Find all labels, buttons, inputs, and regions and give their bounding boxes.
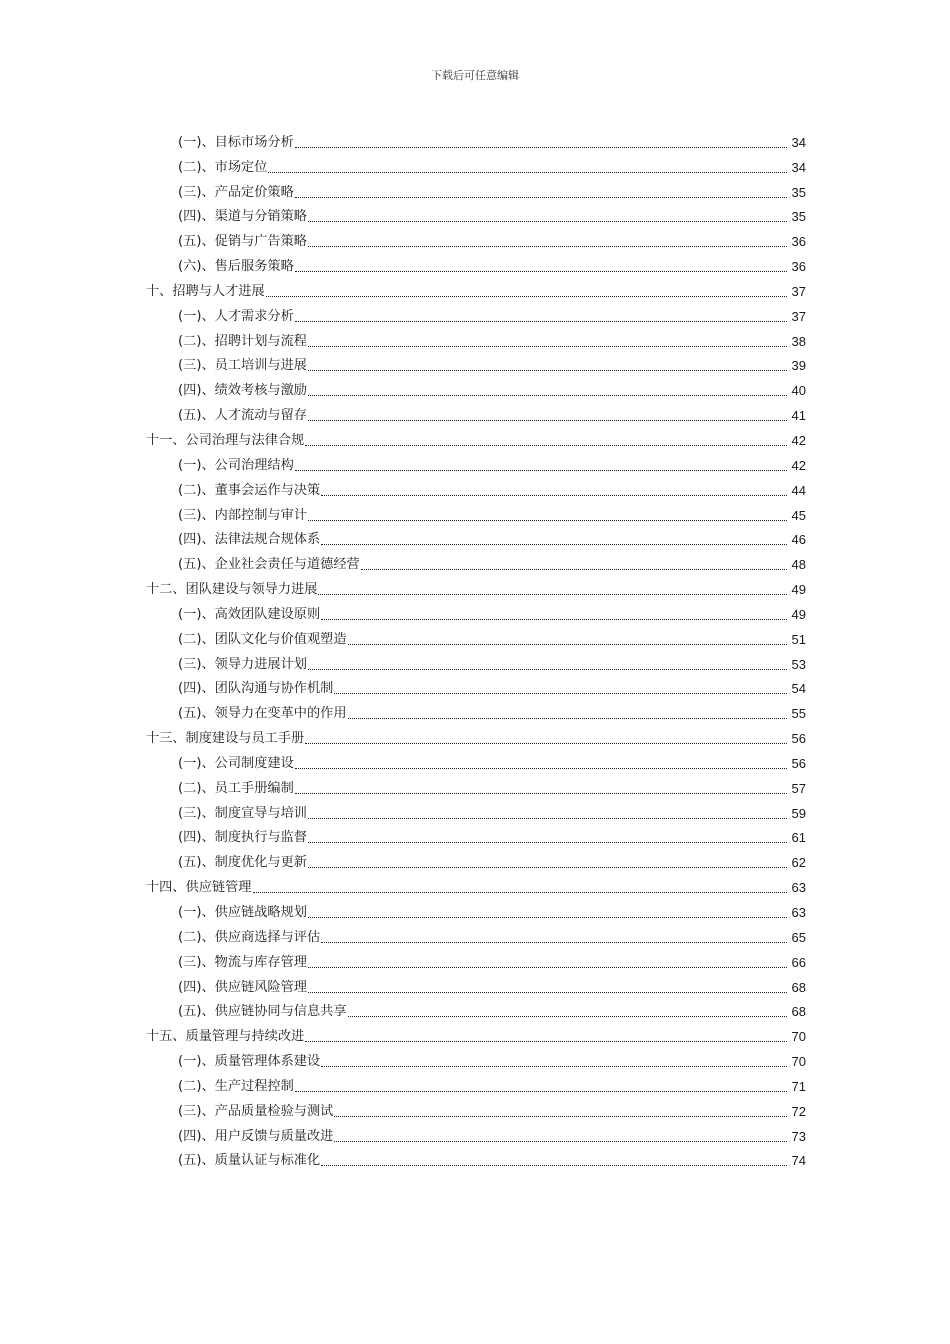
toc-dot-leader xyxy=(321,1165,787,1166)
toc-entry-title: (二)、生产过程控制 xyxy=(178,1078,294,1094)
toc-dot-leader xyxy=(348,644,787,645)
toc-entry-title: 十三、制度建设与员工手册 xyxy=(146,731,305,747)
toc-page-number: 72 xyxy=(791,1103,806,1119)
toc-entry-title: (六)、售后服务策略 xyxy=(178,259,294,275)
toc-page-number: 68 xyxy=(791,979,806,995)
toc-page-number: 68 xyxy=(791,1004,806,1020)
toc-section-entry[interactable] xyxy=(146,747,806,772)
toc-page-number: 34 xyxy=(791,159,806,175)
toc-entry-title: (四)、用户反馈与质量改进 xyxy=(178,1128,334,1144)
toc-page-number: 35 xyxy=(791,209,806,225)
toc-page-number: 37 xyxy=(791,283,806,299)
toc-page-number: 40 xyxy=(791,383,806,399)
toc-entry-title: (五)、企业社会责任与道德经营 xyxy=(178,557,360,573)
toc-section-entry[interactable] xyxy=(146,772,806,797)
toc-section-entry[interactable] xyxy=(146,151,806,176)
toc-section-entry[interactable] xyxy=(146,474,806,499)
toc-section-entry[interactable] xyxy=(146,449,806,474)
toc-dot-leader xyxy=(308,967,787,968)
toc-page-number: 57 xyxy=(791,780,806,796)
toc-dot-leader xyxy=(308,395,787,396)
toc-dot-leader xyxy=(295,321,787,322)
toc-page-number: 45 xyxy=(791,507,806,523)
toc-section-entry[interactable] xyxy=(146,225,806,250)
toc-section-entry[interactable] xyxy=(146,250,806,275)
toc-page-number: 63 xyxy=(791,880,806,896)
toc-dot-leader xyxy=(334,693,787,694)
toc-page-number: 48 xyxy=(791,557,806,573)
toc-entry-title: (五)、质量认证与标准化 xyxy=(178,1153,321,1169)
toc-entry-title: (二)、团队文化与价值观塑造 xyxy=(178,631,347,647)
toc-dot-leader xyxy=(308,842,787,843)
toc-entry-title: (一)、公司制度建设 xyxy=(178,755,294,771)
toc-dot-leader xyxy=(295,271,787,272)
toc-entry-title: (五)、领导力在变革中的作用 xyxy=(178,706,347,722)
toc-dot-leader xyxy=(295,768,787,769)
toc-entry-title: (四)、制度执行与监督 xyxy=(178,830,307,846)
toc-dot-leader xyxy=(268,172,787,173)
toc-dot-leader xyxy=(308,818,787,819)
toc-section-entry[interactable] xyxy=(146,598,806,623)
toc-entry-title: (五)、人才流动与留存 xyxy=(178,408,307,424)
toc-dot-leader xyxy=(334,1141,787,1142)
toc-entry-title: (四)、团队沟通与协作机制 xyxy=(178,681,334,697)
toc-entry-title: (一)、目标市场分析 xyxy=(178,134,294,150)
toc-section-entry[interactable] xyxy=(146,921,806,946)
toc-entry-title: (一)、质量管理体系建设 xyxy=(178,1054,321,1070)
toc-section-entry[interactable] xyxy=(146,201,806,226)
toc-entry-title: (三)、制度宣导与培训 xyxy=(178,805,307,821)
toc-section-entry[interactable] xyxy=(146,673,806,698)
toc-section-entry[interactable] xyxy=(146,325,806,350)
toc-dot-leader xyxy=(348,1016,787,1017)
toc-dot-leader xyxy=(308,370,787,371)
toc-dot-leader xyxy=(321,495,787,496)
toc-section-entry[interactable] xyxy=(146,797,806,822)
toc-section-entry[interactable] xyxy=(146,374,806,399)
toc-entry-title: (四)、绩效考核与激励 xyxy=(178,383,307,399)
toc-page-number: 37 xyxy=(791,308,806,324)
toc-entry-title: 十、招聘与人才进展 xyxy=(146,283,265,299)
toc-dot-leader xyxy=(348,718,787,719)
toc-dot-leader xyxy=(305,1041,787,1042)
toc-dot-leader xyxy=(295,1091,787,1092)
toc-dot-leader xyxy=(321,942,787,943)
toc-page-number: 36 xyxy=(791,259,806,275)
toc-page-number: 61 xyxy=(791,830,806,846)
toc-section-entry[interactable] xyxy=(146,524,806,549)
toc-section-entry[interactable] xyxy=(146,971,806,996)
toc-entry-title: (三)、产品质量检验与测试 xyxy=(178,1103,334,1119)
toc-entry-title: (二)、供应商选择与评估 xyxy=(178,929,321,945)
toc-dot-leader xyxy=(305,445,787,446)
toc-entry-title: (三)、物流与库存管理 xyxy=(178,954,307,970)
toc-page-number: 56 xyxy=(791,755,806,771)
toc-section-entry[interactable] xyxy=(146,996,806,1021)
toc-section-entry[interactable] xyxy=(146,1145,806,1170)
toc-dot-leader xyxy=(308,420,787,421)
toc-dot-leader xyxy=(308,221,787,222)
toc-page-number: 46 xyxy=(791,532,806,548)
toc-entry-title: (三)、产品定价策略 xyxy=(178,184,294,200)
toc-entry-title: (一)、供应链战略规划 xyxy=(178,905,307,920)
toc-entry-title: (三)、领导力进展计划 xyxy=(178,656,307,672)
toc-dot-leader xyxy=(295,197,787,198)
toc-dot-leader xyxy=(361,569,787,570)
toc-dot-leader xyxy=(321,544,787,545)
toc-page-number: 49 xyxy=(791,606,806,622)
toc-page-number: 42 xyxy=(791,457,806,473)
toc-section-entry[interactable] xyxy=(146,126,806,151)
toc-page-number: 42 xyxy=(791,432,806,448)
toc-section-entry[interactable] xyxy=(146,300,806,325)
toc-page-number: 51 xyxy=(791,631,806,647)
toc-chapter-entry[interactable] xyxy=(146,1020,806,1045)
toc-chapter-entry[interactable] xyxy=(146,871,806,896)
toc-section-entry[interactable] xyxy=(146,648,806,673)
toc-dot-leader xyxy=(308,246,787,247)
toc-page-number: 70 xyxy=(791,1054,806,1070)
toc-dot-leader xyxy=(295,793,787,794)
toc-page-number: 71 xyxy=(791,1078,806,1094)
toc-page-number: 62 xyxy=(791,855,806,871)
toc-dot-leader xyxy=(308,867,787,868)
toc-section-entry[interactable] xyxy=(146,350,806,375)
toc-page-number: 70 xyxy=(791,1029,806,1045)
toc-page-number: 55 xyxy=(791,706,806,722)
toc-page-number: 59 xyxy=(791,805,806,821)
toc-dot-leader xyxy=(308,992,787,993)
toc-section-entry[interactable] xyxy=(146,176,806,201)
toc-section-entry[interactable] xyxy=(146,846,806,871)
toc-page-number: 34 xyxy=(791,134,806,150)
toc-page-number: 56 xyxy=(791,731,806,747)
toc-dot-leader xyxy=(308,346,787,347)
toc-entry-title: (四)、法律法规合规体系 xyxy=(178,532,321,548)
toc-entry-title: 十二、团队建设与领导力进展 xyxy=(146,582,318,598)
toc-dot-leader xyxy=(321,1066,787,1067)
toc-section-entry[interactable] xyxy=(146,1120,806,1145)
toc-dot-leader xyxy=(308,669,787,670)
toc-entry-title: 十一、公司治理与法律合规 xyxy=(146,432,305,448)
toc-section-entry[interactable] xyxy=(146,822,806,847)
toc-entry-title: (一)、人才需求分析 xyxy=(178,308,294,324)
toc-chapter-entry[interactable] xyxy=(146,573,806,598)
toc-entry-title: (二)、招聘计划与流程 xyxy=(178,333,307,349)
toc-page-number: 54 xyxy=(791,681,806,697)
toc-section-entry[interactable] xyxy=(146,499,806,524)
toc-entry-title: (三)、员工培训与进展 xyxy=(178,358,307,374)
toc-chapter-entry[interactable] xyxy=(146,722,806,747)
toc-page-number: 73 xyxy=(791,1128,806,1144)
toc-page-number: 38 xyxy=(791,333,806,349)
toc-entry-title: 十五、质量管理与持续改进 xyxy=(146,1029,305,1045)
toc-dot-leader xyxy=(334,1116,787,1117)
toc-entry-title: (五)、促销与广告策略 xyxy=(178,234,307,250)
toc-chapter-entry[interactable] xyxy=(146,275,806,300)
toc-page-number: 63 xyxy=(791,905,806,920)
toc-section-entry[interactable] xyxy=(146,697,806,722)
toc-entry-title: (四)、渠道与分销策略 xyxy=(178,209,307,225)
toc-dot-leader xyxy=(295,470,787,471)
toc-entry-title: (二)、董事会运作与决策 xyxy=(178,482,321,498)
toc-page-number: 49 xyxy=(791,582,806,598)
toc-dot-leader xyxy=(295,147,787,148)
toc-section-entry[interactable] xyxy=(146,1070,806,1095)
toc-page-number: 39 xyxy=(791,358,806,374)
page-header: 下载后可任意编辑 xyxy=(431,69,519,82)
toc-entry-title: (五)、制度优化与更新 xyxy=(178,855,307,871)
toc-section-entry[interactable] xyxy=(146,896,806,921)
toc-dot-leader xyxy=(321,619,787,620)
toc-page-number: 44 xyxy=(791,482,806,498)
toc-dot-leader xyxy=(318,594,787,595)
toc-section-entry[interactable] xyxy=(146,946,806,971)
table-of-contents xyxy=(146,126,806,1169)
toc-page-number: 65 xyxy=(791,929,806,945)
toc-entry-title: 十四、供应链管理 xyxy=(146,880,252,896)
toc-dot-leader xyxy=(305,743,787,744)
toc-dot-leader xyxy=(253,892,788,893)
toc-entry-title: (二)、市场定位 xyxy=(178,159,268,175)
toc-section-entry[interactable] xyxy=(146,1095,806,1120)
toc-page-number: 36 xyxy=(791,234,806,250)
toc-page-number: 41 xyxy=(791,408,806,424)
toc-entry-title: (一)、公司治理结构 xyxy=(178,457,294,473)
toc-section-entry[interactable] xyxy=(146,1045,806,1070)
toc-entry-title: (四)、供应链风险管理 xyxy=(178,979,307,995)
toc-page-number: 53 xyxy=(791,656,806,672)
toc-dot-leader xyxy=(266,296,787,297)
toc-section-entry[interactable] xyxy=(146,548,806,573)
toc-entry-title: (三)、内部控制与审计 xyxy=(178,507,307,523)
toc-page-number: 35 xyxy=(791,184,806,200)
toc-entry-title: (五)、供应链协同与信息共享 xyxy=(178,1004,347,1020)
toc-section-entry[interactable] xyxy=(146,399,806,424)
toc-chapter-entry[interactable] xyxy=(146,424,806,449)
toc-section-entry[interactable] xyxy=(146,623,806,648)
toc-entry-title: (一)、高效团队建设原则 xyxy=(178,606,321,622)
toc-entry-title: (二)、员工手册编制 xyxy=(178,780,294,796)
toc-page-number: 66 xyxy=(791,954,806,970)
toc-dot-leader xyxy=(308,520,787,521)
toc-page-number: 74 xyxy=(791,1153,806,1169)
toc-dot-leader xyxy=(308,917,787,918)
